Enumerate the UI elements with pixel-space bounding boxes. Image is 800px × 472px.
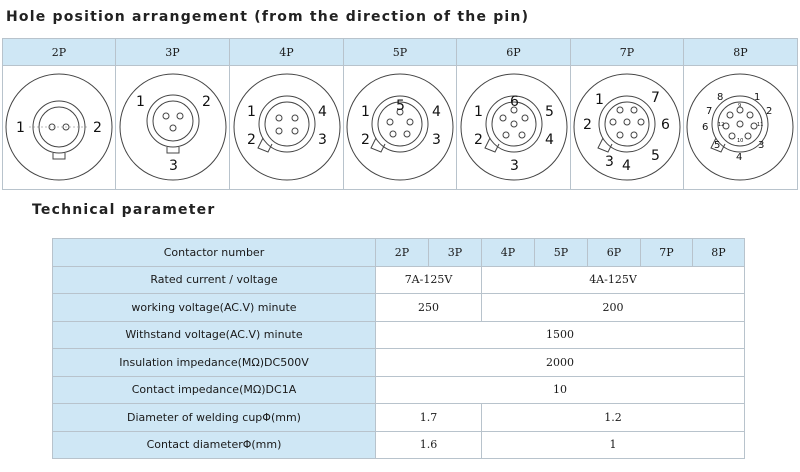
column-header-5p: 5P — [535, 239, 588, 267]
pin-label: 12 — [718, 122, 725, 128]
table-row — [53, 404, 745, 432]
table-row — [53, 321, 745, 349]
hole-header-7p: 7P — [571, 39, 684, 66]
pin-label: 3 — [318, 132, 327, 148]
column-header-3p: 3P — [429, 239, 482, 267]
hole-header-6p: 6P — [457, 39, 571, 66]
pin-label: 3 — [169, 158, 178, 174]
hole-header-8p: 8P — [684, 39, 797, 66]
connector-6p-diagram — [457, 66, 571, 189]
cell-value: 7A-125V — [376, 266, 482, 294]
row-label: Rated current / voltage — [53, 266, 376, 294]
pin-label: 5 — [545, 104, 554, 120]
table-row — [53, 294, 745, 322]
connector-2p-diagram — [3, 66, 116, 189]
connector-3p-diagram — [116, 66, 230, 189]
pin-label: 7 — [651, 90, 660, 106]
hole-header-2p: 2P — [3, 39, 116, 66]
pin-label: 1 — [754, 92, 761, 103]
pin-label: 6 — [661, 117, 670, 133]
pin-label: 1 — [16, 120, 25, 136]
table-row — [53, 349, 745, 377]
pin-label: 2 — [766, 106, 773, 117]
pin-label: 4 — [622, 158, 631, 174]
cell-value: 200 — [482, 294, 745, 322]
table-row — [53, 376, 745, 404]
hole-header-4p: 4P — [230, 39, 344, 66]
hole-cell-3p — [116, 66, 230, 189]
connector-5p-diagram — [344, 66, 457, 189]
tech-section-title: Technical parameter — [32, 202, 216, 218]
pin-label: 1 — [474, 104, 483, 120]
connector-4p-diagram — [230, 66, 344, 189]
hole-cell-2p — [3, 66, 116, 189]
table-row — [53, 239, 745, 267]
cell-value: 250 — [376, 294, 482, 322]
pin-label: 5 — [651, 148, 660, 164]
hole-cell-8p — [684, 66, 797, 189]
pin-label: 1 — [136, 94, 145, 110]
column-header-7p: 7P — [641, 239, 693, 267]
pin-label: 8 — [717, 92, 724, 103]
pin-label: 2 — [247, 132, 256, 148]
hole-section-title: Hole position arrangement (from the direction of the pin) — [6, 9, 530, 25]
pin-label: 4 — [545, 132, 554, 148]
pin-label: 2 — [93, 120, 102, 136]
cell-value: 1.6 — [376, 431, 482, 459]
row-label: working voltage(AC.V) minute — [53, 294, 376, 322]
hole-header-3p: 3P — [116, 39, 230, 66]
pin-label: 4 — [736, 152, 743, 163]
pin-label: 4 — [432, 104, 441, 120]
pin-label: 9 — [738, 103, 742, 109]
table-row — [53, 266, 745, 294]
connector-8p-diagram — [684, 66, 797, 189]
pin-label: 11 — [757, 122, 764, 128]
pin-label: 3 — [510, 158, 519, 174]
cell-value: 1.2 — [482, 404, 745, 432]
table-row — [53, 431, 745, 459]
pin-label: 3 — [432, 132, 441, 148]
row-label: Insulation impedance(MΩ)DC500V — [53, 349, 376, 377]
pin-label: 7 — [706, 106, 713, 117]
hole-header-5p: 5P — [344, 39, 457, 66]
pin-label: 2 — [202, 94, 211, 110]
pin-label: 2 — [361, 132, 370, 148]
hole-cell-4p — [230, 66, 344, 189]
pin-label: 2 — [583, 117, 592, 133]
pin-label: 4 — [318, 104, 327, 120]
row-label: Withstand voltage(AC.V) minute — [53, 321, 376, 349]
pin-label: 2 — [474, 132, 483, 148]
pin-label: 1 — [361, 104, 370, 120]
pin-label: 3 — [605, 154, 614, 170]
hole-cell-5p — [344, 66, 457, 189]
technical-parameter-table — [52, 238, 745, 459]
connector-7p-diagram — [571, 66, 684, 189]
row-label: Diameter of welding cupΦ(mm) — [53, 404, 376, 432]
pin-label: 6 — [702, 122, 709, 133]
cell-value: 1500 — [376, 321, 745, 349]
pin-label: 1 — [247, 104, 256, 120]
row-label: Contact impedance(MΩ)DC1A — [53, 376, 376, 404]
hole-cell-6p — [457, 66, 571, 189]
pin-label: 3 — [758, 140, 765, 151]
cell-value: 1.7 — [376, 404, 482, 432]
pin-label: 5 — [714, 140, 721, 151]
row-label: Contact diameterΦ(mm) — [53, 431, 376, 459]
cell-value: 2000 — [376, 349, 745, 377]
pin-label: 10 — [737, 138, 744, 144]
hole-arrangement-grid — [2, 38, 798, 190]
row-label: Contactor number — [53, 239, 376, 267]
cell-value: 4A-125V — [482, 266, 745, 294]
column-header-4p: 4P — [482, 239, 535, 267]
cell-value: 10 — [376, 376, 745, 404]
column-header-6p: 6P — [588, 239, 641, 267]
pin-label: 1 — [595, 92, 604, 108]
column-header-8p: 8P — [693, 239, 745, 267]
column-header-2p: 2P — [376, 239, 429, 267]
hole-cell-7p — [571, 66, 684, 189]
pin-label: 5 — [396, 98, 405, 114]
pin-label: 6 — [510, 94, 519, 110]
cell-value: 1 — [482, 431, 745, 459]
